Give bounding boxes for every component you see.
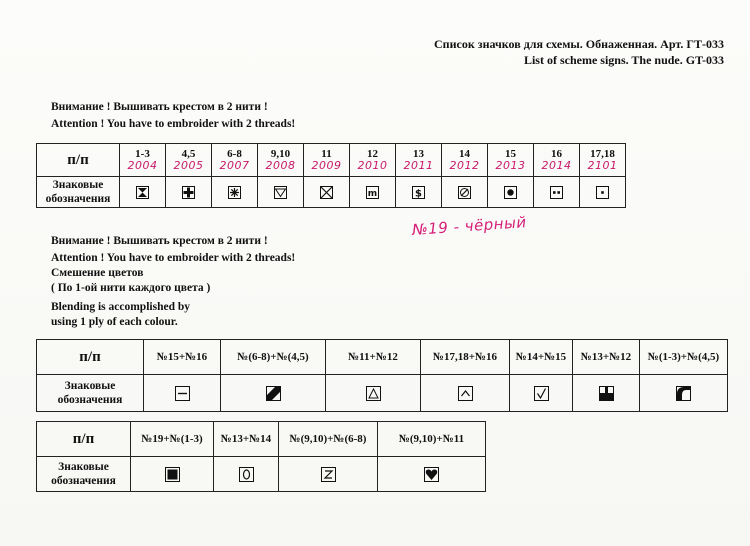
symbol-cell <box>350 177 396 208</box>
box-minus-icon <box>175 386 190 401</box>
box-two-dots-icon <box>550 186 563 199</box>
combo-cell: №11+№12 <box>326 340 421 375</box>
symbols-table-single <box>36 143 626 208</box>
symbol-cell <box>534 177 580 208</box>
table-row <box>37 340 728 375</box>
header-label-cell: п/п <box>37 422 131 457</box>
symbol-cell <box>214 457 279 492</box>
number-cell: 11 2009 <box>304 144 350 177</box>
hourglass-icon <box>136 186 149 199</box>
table-row <box>37 177 626 208</box>
header-label-cell: п/п <box>37 144 120 177</box>
combo-cell: №(9,10)+№11 <box>378 422 486 457</box>
combo-cell: №(1-3)+№(4,5) <box>640 340 728 375</box>
box-m-icon <box>366 186 379 199</box>
notice-threads-2 <box>51 233 295 267</box>
svg-text:m: m <box>367 188 378 199</box>
combo-cell: №(6-8)+№(4,5) <box>221 340 326 375</box>
number-cell: 15 2013 <box>488 144 534 177</box>
notice-russian: Внимание ! Вышивать крестом в 2 нити ! <box>51 235 268 247</box>
document-title <box>434 36 724 68</box>
symbol-cell <box>396 177 442 208</box>
box-heart-icon <box>274 186 287 199</box>
notice-english: Attention ! You have to embroider with 2 threads! <box>51 252 296 264</box>
svg-text:$: $ <box>415 188 422 199</box>
number-cell: 16 2014 <box>534 144 580 177</box>
box-dot-icon <box>504 186 517 199</box>
symbol-cell <box>442 177 488 208</box>
symbols-label-cell: Знаковые обозначения <box>37 457 131 492</box>
box-caret-icon <box>458 386 473 401</box>
handwritten-note: №19 - чёрный <box>411 213 528 239</box>
symbols-table-blends-2 <box>36 421 486 492</box>
color-code: 2008 <box>265 159 296 172</box>
combo-cell: №13+№12 <box>573 340 640 375</box>
title-russian: Список значков для схемы. Обнаженная. Арт. ГТ-033 <box>434 37 724 51</box>
symbol-cell <box>421 375 510 412</box>
box-plus-icon <box>182 186 195 199</box>
box-filled-square-icon <box>165 467 180 482</box>
symbol-cell <box>640 375 728 412</box>
header-label-cell: п/п <box>37 340 144 375</box>
number-cell: 4,5 2005 <box>166 144 212 177</box>
box-check-icon <box>534 386 549 401</box>
color-code: 2011 <box>403 159 434 172</box>
notice-english: Attention ! You have to embroider with 2 threads! <box>51 118 296 130</box>
box-filled-heart-icon <box>424 467 439 482</box>
number-cell: 9,10 2008 <box>258 144 304 177</box>
symbol-cell <box>378 457 486 492</box>
number-cell: 17,18 2101 <box>580 144 626 177</box>
combo-cell: №(9,10)+№(6-8) <box>279 422 378 457</box>
symbols-label-cell: Знаковые обозначения <box>37 177 120 208</box>
color-code: 2004 <box>127 159 158 172</box>
box-small-dot-icon <box>596 186 609 199</box>
box-slash-circle-icon <box>458 186 471 199</box>
symbol-cell <box>212 177 258 208</box>
combo-cell: №13+№14 <box>214 422 279 457</box>
color-code: 2012 <box>449 159 480 172</box>
number-cell: 12 2010 <box>350 144 396 177</box>
box-x-icon <box>320 186 333 199</box>
color-code: 2014 <box>541 159 572 172</box>
symbol-cell <box>258 177 304 208</box>
color-code: 2005 <box>173 159 204 172</box>
box-arc-fill-icon <box>676 386 691 401</box>
symbols-label-cell: Знаковые обозначения <box>37 375 144 412</box>
symbol-cell <box>326 375 421 412</box>
symbol-cell <box>144 375 221 412</box>
blending-english: Blending is accomplished by using 1 ply of each colour. <box>51 301 190 328</box>
symbol-cell <box>573 375 640 412</box>
box-diagonal-fill-icon <box>266 386 281 401</box>
box-zero-icon <box>239 467 254 482</box>
color-code: 2009 <box>311 159 342 172</box>
notice-russian: Внимание ! Вышивать крестом в 2 нити ! <box>51 101 268 113</box>
symbol-cell <box>131 457 214 492</box>
blending-russian: Смешение цветов ( По 1-ой нити каждого цвета ) <box>51 267 211 294</box>
symbol-cell <box>221 375 326 412</box>
symbol-cell <box>580 177 626 208</box>
symbol-cell <box>304 177 350 208</box>
number-cell: 1-3 2004 <box>120 144 166 177</box>
number-cell: 14 2012 <box>442 144 488 177</box>
symbol-cell <box>488 177 534 208</box>
symbols-table-blends <box>36 339 728 412</box>
combo-cell: №19+№(1-3) <box>131 422 214 457</box>
color-code: 2007 <box>219 159 250 172</box>
symbol-cell <box>510 375 573 412</box>
box-notch-fill-icon <box>599 386 614 401</box>
box-triangle-icon <box>366 386 381 401</box>
box-z-icon <box>321 467 336 482</box>
symbol-cell <box>166 177 212 208</box>
symbol-cell <box>120 177 166 208</box>
box-star-icon <box>228 186 241 199</box>
table-row <box>37 457 486 492</box>
table-row <box>37 144 626 177</box>
combo-cell: №15+№16 <box>144 340 221 375</box>
color-code: 2101 <box>587 159 618 172</box>
box-dollar-icon <box>412 186 425 199</box>
color-code: 2010 <box>357 159 388 172</box>
combo-cell: №14+№15 <box>510 340 573 375</box>
symbol-cell <box>279 457 378 492</box>
table-row <box>37 375 728 412</box>
notice-threads-1 <box>51 99 295 133</box>
table-row <box>37 422 486 457</box>
color-code: 2013 <box>495 159 526 172</box>
number-cell: 6-8 2007 <box>212 144 258 177</box>
combo-cell: №17,18+№16 <box>421 340 510 375</box>
title-english: List of scheme signs. The nude. GT-033 <box>523 53 724 67</box>
number-cell: 13 2011 <box>396 144 442 177</box>
blending-instructions <box>51 266 210 334</box>
